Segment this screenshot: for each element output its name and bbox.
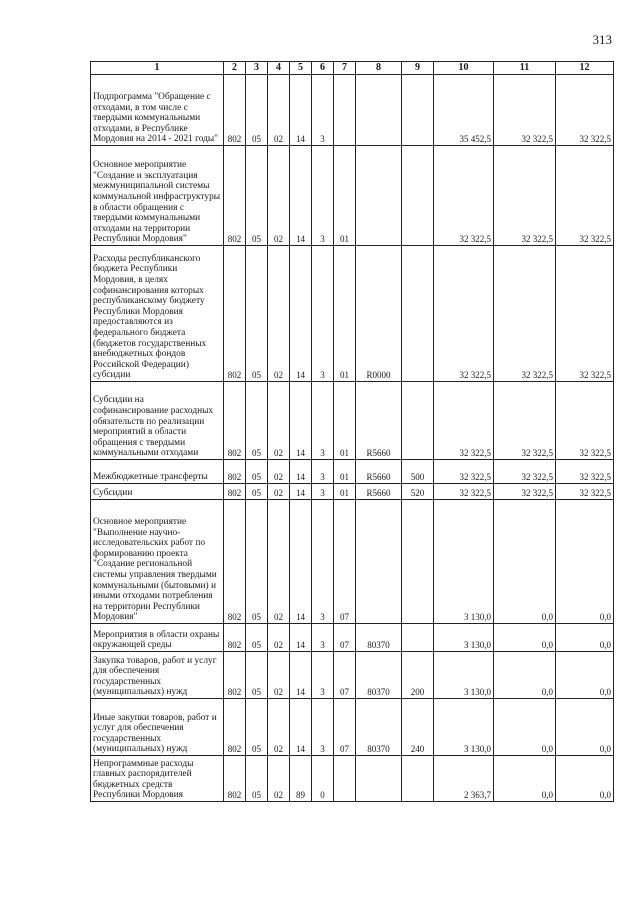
cell-program: 14 <box>290 699 312 756</box>
cell-subsection: 02 <box>268 756 290 802</box>
cell-program: 14 <box>290 652 312 699</box>
cell-amount-2: 32 322,5 <box>494 484 556 500</box>
cell-program: 14 <box>290 484 312 500</box>
cell-section: 05 <box>246 484 268 500</box>
cell-amount-2: 32 322,5 <box>494 460 556 484</box>
cell-subsection: 02 <box>268 460 290 484</box>
cell-amount-1: 32 322,5 <box>434 484 494 500</box>
budget-table <box>90 61 614 802</box>
cell-amount-3: 32 322,5 <box>556 146 614 246</box>
cell-main-event: 01 <box>334 484 356 500</box>
cell-admin-code: 802 <box>224 460 246 484</box>
cell-subsection: 02 <box>268 75 290 146</box>
cell-admin-code: 802 <box>224 756 246 802</box>
cell-subprogram: 3 <box>312 146 334 246</box>
cell-subprogram: 3 <box>312 460 334 484</box>
cell-program: 14 <box>290 146 312 246</box>
row-description: Субсидии на софинансирование расходных обязательств по реализации мероприятий в области обращения с твердыми коммунальными отходами <box>91 382 224 460</box>
header-cell: 12 <box>556 62 614 75</box>
table-row <box>91 75 614 146</box>
row-description: Субсидии <box>91 484 224 500</box>
cell-program: 14 <box>290 382 312 460</box>
cell-section: 05 <box>246 246 268 382</box>
cell-amount-2: 0,0 <box>494 699 556 756</box>
row-description: Закупка товаров, работ и услуг для обеспечения государственных (муниципальных) нужд <box>91 652 224 699</box>
cell-program: 14 <box>290 500 312 624</box>
table-row <box>91 484 614 500</box>
cell-amount-3: 32 322,5 <box>556 460 614 484</box>
cell-amount-1: 3 130,0 <box>434 699 494 756</box>
cell-subsection: 02 <box>268 246 290 382</box>
cell-subsection: 02 <box>268 652 290 699</box>
header-cell: 11 <box>494 62 556 75</box>
cell-direction <box>356 756 402 802</box>
cell-amount-3: 32 322,5 <box>556 75 614 146</box>
cell-main-event: 01 <box>334 246 356 382</box>
cell-section: 05 <box>246 500 268 624</box>
cell-program: 14 <box>290 246 312 382</box>
cell-admin-code: 802 <box>224 500 246 624</box>
cell-main-event <box>334 75 356 146</box>
table-row <box>91 652 614 699</box>
row-description: Основное мероприятие "Выполнение научно-исследовательских работ по формированию проекта "Создание региональной системы управления твердыми коммунальными (бытовыми) и иными отходами потребления на территории Республики Мордовия" <box>91 500 224 624</box>
cell-amount-1: 3 130,0 <box>434 500 494 624</box>
cell-section: 05 <box>246 652 268 699</box>
table-row <box>91 146 614 246</box>
cell-section: 05 <box>246 699 268 756</box>
header-cell: 6 <box>312 62 334 75</box>
cell-direction: R0000 <box>356 246 402 382</box>
cell-amount-3: 0,0 <box>556 699 614 756</box>
header-cell: 8 <box>356 62 402 75</box>
cell-direction: 80370 <box>356 624 402 652</box>
cell-expense-type <box>402 246 434 382</box>
cell-expense-type: 200 <box>402 652 434 699</box>
cell-direction: 80370 <box>356 652 402 699</box>
cell-expense-type <box>402 146 434 246</box>
cell-subprogram: 3 <box>312 500 334 624</box>
row-description: Иные закупки товаров, работ и услуг для обеспечения государственных (муниципальных) нужд <box>91 699 224 756</box>
cell-direction <box>356 75 402 146</box>
table-row <box>91 246 614 382</box>
cell-section: 05 <box>246 146 268 246</box>
cell-amount-3: 32 322,5 <box>556 484 614 500</box>
cell-subprogram: 0 <box>312 756 334 802</box>
cell-subprogram: 3 <box>312 624 334 652</box>
cell-amount-3: 0,0 <box>556 756 614 802</box>
cell-subsection: 02 <box>268 500 290 624</box>
cell-amount-3: 0,0 <box>556 624 614 652</box>
cell-subprogram: 3 <box>312 484 334 500</box>
cell-amount-2: 0,0 <box>494 756 556 802</box>
cell-subprogram: 3 <box>312 75 334 146</box>
cell-direction: 80370 <box>356 699 402 756</box>
cell-amount-1: 32 322,5 <box>434 382 494 460</box>
cell-main-event: 01 <box>334 382 356 460</box>
row-description: Межбюджетные трансферты <box>91 460 224 484</box>
row-description: Мероприятия в области охраны окружающей среды <box>91 624 224 652</box>
cell-expense-type <box>402 382 434 460</box>
cell-section: 05 <box>246 460 268 484</box>
table-row <box>91 382 614 460</box>
cell-subprogram: 3 <box>312 246 334 382</box>
cell-expense-type: 500 <box>402 460 434 484</box>
cell-direction: R5660 <box>356 484 402 500</box>
cell-admin-code: 802 <box>224 75 246 146</box>
cell-amount-2: 32 322,5 <box>494 75 556 146</box>
table-row <box>91 460 614 484</box>
row-description: Непрограммные расходы главных распорядителей бюджетных средств Республики Мордовия <box>91 756 224 802</box>
header-cell: 4 <box>268 62 290 75</box>
cell-amount-2: 0,0 <box>494 624 556 652</box>
cell-expense-type: 240 <box>402 699 434 756</box>
cell-amount-2: 0,0 <box>494 500 556 624</box>
cell-program: 14 <box>290 75 312 146</box>
cell-amount-2: 0,0 <box>494 652 556 699</box>
cell-amount-3: 0,0 <box>556 652 614 699</box>
cell-amount-1: 35 452,5 <box>434 75 494 146</box>
cell-program: 14 <box>290 460 312 484</box>
header-cell: 10 <box>434 62 494 75</box>
cell-subsection: 02 <box>268 382 290 460</box>
cell-direction <box>356 146 402 246</box>
cell-main-event: 01 <box>334 460 356 484</box>
cell-expense-type <box>402 624 434 652</box>
cell-admin-code: 802 <box>224 484 246 500</box>
cell-amount-1: 32 322,5 <box>434 460 494 484</box>
cell-subsection: 02 <box>268 484 290 500</box>
table-row <box>91 699 614 756</box>
cell-section: 05 <box>246 75 268 146</box>
cell-subsection: 02 <box>268 624 290 652</box>
header-cell: 1 <box>91 62 224 75</box>
cell-section: 05 <box>246 756 268 802</box>
cell-expense-type <box>402 500 434 624</box>
cell-direction <box>356 500 402 624</box>
cell-admin-code: 802 <box>224 382 246 460</box>
row-description: Расходы республиканского бюджета Республики Мордовия, в целях софинансирования которых республиканскому бюджету Республики Мордовия предоставляются из федерального бюджета (бюджетов государственных внебюджетных фондов Российской Федерации) субсидии <box>91 246 224 382</box>
cell-amount-1: 3 130,0 <box>434 624 494 652</box>
cell-section: 05 <box>246 624 268 652</box>
cell-main-event: 07 <box>334 652 356 699</box>
page-number: 313 <box>592 32 612 47</box>
cell-admin-code: 802 <box>224 246 246 382</box>
cell-amount-3: 32 322,5 <box>556 246 614 382</box>
cell-subsection: 02 <box>268 699 290 756</box>
header-cell: 2 <box>224 62 246 75</box>
cell-amount-3: 32 322,5 <box>556 382 614 460</box>
header-cell: 9 <box>402 62 434 75</box>
cell-program: 89 <box>290 756 312 802</box>
cell-direction: R5660 <box>356 382 402 460</box>
cell-amount-1: 32 322,5 <box>434 146 494 246</box>
table-row <box>91 500 614 624</box>
cell-main-event: 07 <box>334 500 356 624</box>
cell-section: 05 <box>246 382 268 460</box>
cell-subprogram: 3 <box>312 699 334 756</box>
cell-admin-code: 802 <box>224 652 246 699</box>
header-cell: 5 <box>290 62 312 75</box>
cell-expense-type <box>402 75 434 146</box>
cell-amount-2: 32 322,5 <box>494 146 556 246</box>
cell-direction: R5660 <box>356 460 402 484</box>
cell-amount-1: 3 130,0 <box>434 652 494 699</box>
row-description: Основное мероприятие "Создание и эксплуатация межмуниципальной системы коммунальной инфраструктуры в области обращения с твердыми коммунальными отходами на территории Республики Мордовия" <box>91 146 224 246</box>
cell-amount-2: 32 322,5 <box>494 246 556 382</box>
cell-subprogram: 3 <box>312 652 334 699</box>
cell-main-event <box>334 756 356 802</box>
cell-admin-code: 802 <box>224 624 246 652</box>
cell-main-event: 07 <box>334 699 356 756</box>
cell-admin-code: 802 <box>224 699 246 756</box>
header-cell: 7 <box>334 62 356 75</box>
header-row <box>91 62 614 75</box>
cell-expense-type <box>402 756 434 802</box>
cell-admin-code: 802 <box>224 146 246 246</box>
cell-main-event: 01 <box>334 146 356 246</box>
cell-subsection: 02 <box>268 146 290 246</box>
cell-amount-2: 32 322,5 <box>494 382 556 460</box>
table-row <box>91 756 614 802</box>
cell-expense-type: 520 <box>402 484 434 500</box>
cell-amount-1: 32 322,5 <box>434 246 494 382</box>
cell-amount-1: 2 363,7 <box>434 756 494 802</box>
cell-main-event: 07 <box>334 624 356 652</box>
cell-amount-3: 0,0 <box>556 500 614 624</box>
table-row <box>91 624 614 652</box>
cell-program: 14 <box>290 624 312 652</box>
header-cell: 3 <box>246 62 268 75</box>
cell-subprogram: 3 <box>312 382 334 460</box>
row-description: Подпрограмма "Обращение с отходами, в том числе с твердыми коммунальными отходами, в Республике Мордовия на 2014 - 2021 годы" <box>91 75 224 146</box>
